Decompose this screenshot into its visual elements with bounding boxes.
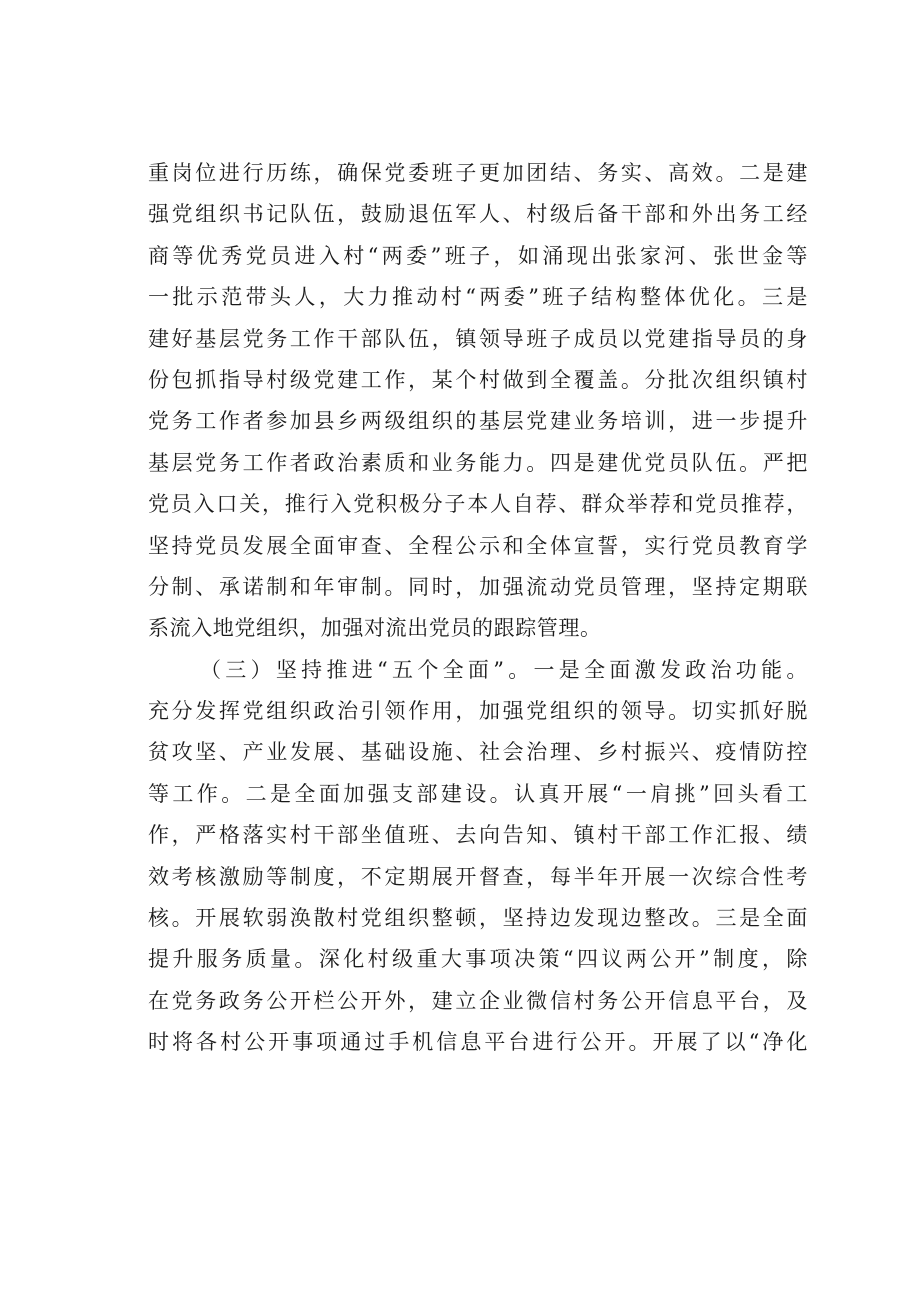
text-line: 坚持党员发展全面审查、全程公示和全体宣誓，实行党员教育学: [148, 533, 808, 558]
section-heading-line: （三）坚持推进“五个全面”。一是全面激发政治功能。: [200, 657, 808, 682]
text-line: 在党务政务公开栏公开外，建立企业微信村务公开信息平台，及: [148, 988, 808, 1013]
paragraph-last-line: 系流入地党组织，加强对流出党员的跟踪管理。: [148, 616, 602, 641]
text-line: 建好基层党务工作干部队伍，镇领导班子成员以党建指导员的身: [148, 326, 808, 351]
text-line: 一批示范带头人，大力推动村“两委”班子结构整体优化。三是: [148, 285, 808, 310]
text-line: 强党组织书记队伍，鼓励退伍军人、村级后备干部和外出务工经: [148, 202, 808, 227]
text-line: 等工作。二是全面加强支部建设。认真开展“一肩挑”回头看工: [148, 781, 808, 806]
text-line: 效考核激励等制度，不定期展开督查，每半年开展一次综合性考: [148, 864, 808, 889]
text-line: 时将各村公开事项通过手机信息平台进行公开。开展了以“净化: [148, 1030, 808, 1055]
text-line: 作，严格落实村干部坐值班、去向告知、镇村干部工作汇报、绩: [148, 823, 808, 848]
text-line: 分制、承诺制和年审制。同时，加强流动党员管理，坚持定期联: [148, 574, 808, 599]
text-line: 重岗位进行历练，确保党委班子更加团结、务实、高效。二是建: [148, 161, 808, 185]
body-text: [148, 153, 808, 1064]
text-line: 贫攻坚、产业发展、基础设施、社会治理、乡村振兴、疫情防控: [148, 740, 808, 765]
text-line: 提升服务质量。深化村级重大事项决策“四议两公开”制度，除: [148, 947, 808, 972]
text-line: 党员入口关，推行入党积极分子本人自荐、群众举荐和党员推荐，: [148, 492, 808, 517]
text-line: 份包抓指导村级党建工作，某个村做到全覆盖。分批次组织镇村: [148, 367, 808, 392]
text-line: 基层党务工作者政治素质和业务能力。四是建优党员队伍。严把: [148, 450, 808, 475]
text-line: 党务工作者参加县乡两级组织的基层党建业务培训，进一步提升: [148, 409, 808, 434]
text-line: 充分发挥党组织政治引领作用，加强党组织的领导。切实抓好脱: [148, 699, 808, 724]
text-line: 商等优秀党员进入村“两委”班子，如涌现出张家河、张世金等: [148, 243, 808, 268]
text-line: 核。开展软弱涣散村党组织整顿，坚持边发现边整改。三是全面: [148, 906, 808, 931]
